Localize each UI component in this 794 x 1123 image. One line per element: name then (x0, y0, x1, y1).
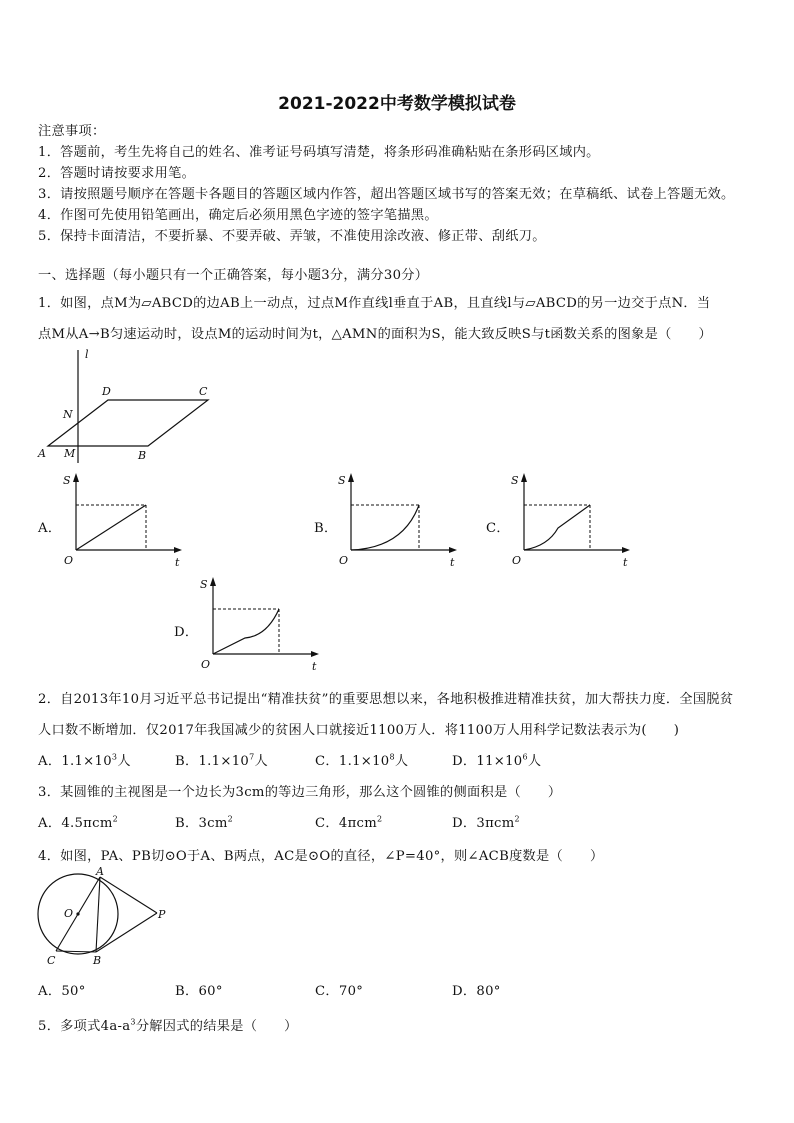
page-title: 2021-2022中考数学模拟试卷 (278, 94, 516, 114)
q2-option-b: B．$1.1\times 10^7$人 (175, 752, 268, 769)
label-M: M (64, 447, 76, 460)
q4-option-d: D．80° (452, 984, 501, 999)
option-d-label: D． (174, 625, 199, 640)
q4-option-a: A．50° (38, 984, 86, 999)
q3-option-d: D．3πcm$^2$ (452, 814, 520, 831)
axis-s: S (338, 474, 346, 487)
question-2-text: 2．自2013年10月习近平总书记提出“精准扶贫”的重要思想以来，各地积极推进精准扶贫，加大帮扶力度．全国脱贫 (38, 692, 734, 707)
q3-option-b: B．$3cm^2$ (175, 814, 234, 831)
label-C: C (47, 954, 56, 967)
parallelogram-figure (30, 345, 220, 465)
question-2-text: 人口数不断增加．仅2017年我国减少的贫困人口就接近1100万人．将1100万人用科学记数法表示为( ) (38, 723, 680, 738)
q2-option-a: A．$1.1\times 10^3$人 (38, 752, 131, 769)
label-C: C (199, 385, 208, 398)
q4-option-b: B．60° (175, 984, 223, 999)
note-item: 5．保持卡面清洁，不要折暴、不要弄破、弄皱，不准使用涂改液、修正带、刮纸刀。 (38, 229, 546, 244)
axis-s: S (511, 474, 519, 487)
label-B: B (93, 954, 102, 967)
axis-t: t (175, 556, 180, 569)
option-b-label: B． (314, 521, 338, 536)
circle-tangent-figure (30, 866, 180, 971)
option-a-label: A． (38, 521, 62, 536)
note-item: 2．答题时请按要求用笔。 (38, 166, 196, 181)
label-l: l (85, 348, 89, 361)
q2-option-c: C．$1.1\times 10^8$人 (315, 752, 409, 769)
note-item: 3．请按照题号顺序在答题卡各题目的答题区域内作答，超出答题区域书写的答案无效；在草稿纸、试卷上答题无效。 (38, 187, 735, 202)
origin-o: O (339, 554, 349, 567)
label-O: O (64, 907, 74, 920)
axis-s: S (63, 474, 71, 487)
label-A: A (96, 865, 104, 878)
label-B: B (138, 449, 147, 462)
option-c-label: C． (486, 521, 510, 536)
label-N: N (63, 408, 73, 421)
option-a-graph (58, 470, 188, 570)
q3-option-c: C．4πcm$^2$ (315, 814, 383, 831)
note-item: 1．答题前，考生先将自己的姓名、准考证号码填写清楚，将条形码准确粘贴在条形码区域内。 (38, 145, 600, 160)
question-5-text: 5．多项式$4a-a^3$分解因式的结果是（ ） (38, 1017, 298, 1034)
label-D: D (102, 385, 111, 398)
origin-o: O (64, 554, 74, 567)
option-b-graph (333, 470, 463, 570)
section-heading: 一、选择题（每小题只有一个正确答案，每小题3分，满分30分） (38, 268, 429, 283)
question-3-text: 3．某圆锥的主视图是一个边长为3cm的等边三角形，那么这个圆锥的侧面积是（ ） (38, 785, 562, 800)
q3-option-a: A．4.5πcm$^2$ (38, 814, 119, 831)
option-c-graph (506, 470, 636, 570)
q2-option-d: D．$11\times 10^6$人 (452, 752, 542, 769)
label-P: P (158, 908, 166, 921)
origin-o: O (201, 658, 211, 671)
option-d-graph (195, 574, 325, 674)
axis-s: S (200, 578, 208, 591)
axis-t: t (623, 556, 628, 569)
q4-option-c: C．70° (315, 984, 364, 999)
notes-heading: 注意事项： (38, 124, 106, 139)
question-1-text: 点M从A→B匀速运动时，设点M的运动时间为t，△AMN的面积为S，能大致反映S与t函数关系的图象是（ ） (38, 327, 713, 342)
axis-t: t (312, 660, 317, 673)
label-A: A (38, 447, 46, 460)
note-item: 4．作图可先使用铅笔画出，确定后必须用黑色字迹的签字笔描黑。 (38, 208, 438, 223)
axis-t: t (450, 556, 455, 569)
question-4-text: 4．如图，PA、PB切⊙O于A、B两点，AC是⊙O的直径，∠P=40°，则∠ACB度数是（ ） (38, 849, 604, 864)
origin-o: O (512, 554, 522, 567)
question-1-text: 1．如图，点M为▱ABCD的边AB上一动点，过点M作直线l垂直于AB，且直线l与▱ABCD的另一边交于点N．当 (38, 296, 711, 311)
